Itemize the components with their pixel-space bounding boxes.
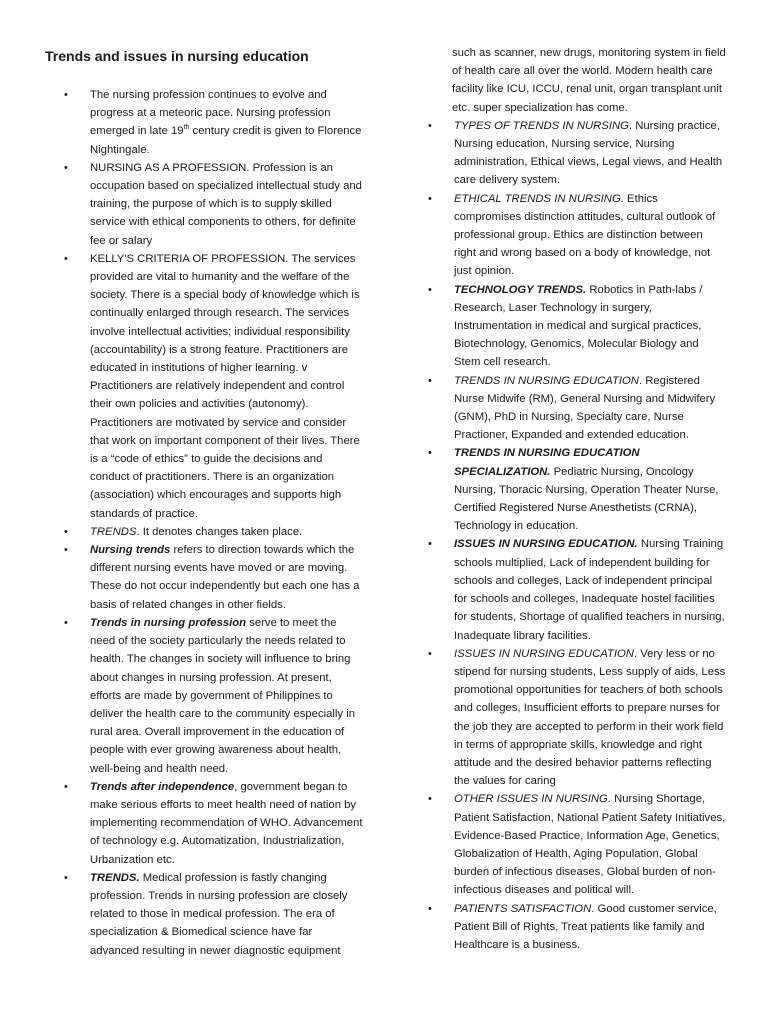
item-lead: ISSUES IN NURSING EDUCATION. — [454, 538, 638, 551]
list-item — [64, 778, 364, 869]
bullet-icon: • — [64, 871, 68, 884]
bullet-icon: • — [428, 902, 432, 915]
item-lead: TRENDS IN NURSING EDUCATION SPECIALIZATION. — [454, 447, 640, 478]
item-text: The nursing profession continues to evolve and progress at a meteoric pace. Nursing profession emerged in late 19 — [90, 89, 331, 138]
bullet-icon: • — [64, 544, 68, 557]
item-text: . Registered Nurse Midwife (RM), General Nursing and Midwifery (GNM), PhD in Nursing, Specialty care, Nurse Practioner, Expanded and extended education. — [454, 374, 716, 442]
bullet-icon: • — [64, 252, 68, 265]
bullet-icon: • — [428, 538, 432, 551]
bullet-icon: • — [428, 647, 432, 660]
bullet-icon: • — [428, 793, 432, 806]
item-text: . Ethics compromises distinction attitudes, cultural outlook of professional group. Ethics are distinction between right and wrong based on a body of knowledge, not just opinion. — [454, 192, 716, 278]
list-item — [428, 645, 726, 791]
bullet-icon: • — [428, 119, 432, 132]
bullet-icon: • — [428, 283, 432, 296]
right-column — [428, 44, 726, 954]
item-text: Pediatric Nursing, Oncology Nursing, Thoracic Nursing, Operation Theater Nurse, Certified Registered Nurse Anesthetists (CRNA), Technology in education. — [454, 465, 719, 533]
item-text: . Good customer service, Patient Bill of Rights, Treat patients like family and Healthcare is a business. — [454, 902, 717, 951]
item-text: . Nursing Shortage, Patient Satisfaction, National Patient Safety Initiatives, Evidence-Based Practice, Information Age, Genetics, Globalization of Health, Aging Population, Global burden of infectious diseases, Global burden of non-infectious diseases and political will. — [454, 793, 726, 897]
list-item — [428, 535, 726, 644]
item-lead: Trends after independence — [90, 780, 235, 793]
bullet-icon: • — [428, 447, 432, 460]
item-text: , government began to make serious efforts to meet health need of nation by implementing recommendation of WHO. Advancement of technology e.g. Automatization, Industrialization, Urbanization etc. — [90, 780, 363, 866]
list-item — [428, 444, 726, 535]
list-item — [64, 869, 364, 960]
item-text: . Nursing practice, Nursing education, Nursing service, Nursing administration, Ethical views, Legal views, and Health care delivery system. — [454, 119, 723, 187]
item-text: . It denotes changes taken place. — [136, 525, 303, 538]
list-item — [428, 281, 726, 372]
item-lead: TRENDS IN NURSING EDUCATION — [454, 374, 639, 387]
continued-text — [428, 44, 726, 117]
item-lead: TRENDS. — [90, 871, 140, 884]
bullet-icon: • — [64, 161, 68, 174]
bullet-icon: • — [428, 192, 432, 205]
item-lead: ETHICAL TRENDS IN NURSING — [454, 192, 621, 205]
bullet-icon: • — [64, 525, 68, 538]
list-item — [64, 614, 364, 778]
item-lead: TYPES OF TRENDS IN NURSING — [454, 119, 629, 132]
list-item — [64, 250, 364, 523]
item-text: Nursing Training schools multiplied, Lack of independent building for schools and colleges, Lack of independent principal for schools and colleges, Inadequate hostel facilities for students, Shortage of qualified teachers in nursing, Inadequate library facilities. — [454, 538, 725, 642]
list-item — [64, 541, 364, 614]
item-lead: ISSUES IN NURSING EDUCATION — [454, 647, 634, 660]
list-item — [428, 900, 726, 955]
item-lead: PATIENTS SATISFACTION — [454, 902, 592, 915]
bullet-icon: • — [64, 780, 68, 793]
item-lead: Trends in nursing profession — [90, 616, 247, 629]
item-lead: TRENDS — [90, 525, 137, 538]
list-item — [64, 159, 364, 250]
document-title: Trends and issues in nursing education — [45, 48, 309, 64]
list-item — [64, 86, 364, 159]
list-item — [428, 190, 726, 281]
item-text-tail: century credit is given to Florence Nightingale. — [90, 125, 362, 156]
item-lead: TECHNOLOGY TRENDS. — [454, 283, 587, 296]
item-text: Medical profession is fastly changing profession. Trends in nursing profession are closely related to those in medical profession. The era of specialization & Biomedical science have far advanced resulting in newer diagnostic equipment — [90, 871, 348, 957]
item-text: refers to direction towards which the different nursing events have moved or are moving. These do not occur independently but each one has a basis of related changes in other fields. — [90, 544, 360, 611]
list-item — [428, 372, 726, 445]
item-lead: Nursing trends — [90, 544, 171, 557]
list-item — [64, 523, 364, 541]
item-text: NURSING AS A PROFESSION. Profession is an occupation based on specialized intellectual study and training, the purpose of which is to supply skilled service with ethical components to others, for definite fee or salary — [90, 161, 362, 247]
bullet-icon: • — [64, 89, 68, 101]
left-column — [64, 86, 364, 960]
bullet-icon: • — [428, 374, 432, 387]
item-text: serve to meet the need of the society particularly the needs related to health. The changes in society will influence to bring about changes in nursing profession. At present, efforts are made by government of Philippines to deliver the health care to the community especially in rural area. Overall improvement in the education of people with ever growing awareness about health, well-being and health need. — [90, 616, 355, 775]
superscript: th — [183, 124, 190, 132]
bullet-icon: • — [64, 616, 68, 629]
item-text: Robotics in Path-labs / Research, Laser Technology in surgery, Instrumentation in medical and surgical practices, Biotechnology, Genomics, Molecular Biology and Stem cell research. — [454, 283, 703, 369]
item-text: . Very less or no stipend for nursing students, Less supply of aids, Less promotional opportunities for teachers of both schools and colleges, Insufficient efforts to prepare nurses for the job they are accepted to perform in their work field in terms of appropriate skills, knowledge and right attitude and the desired behavior patterns reflecting the values for caring — [454, 647, 726, 788]
list-item — [428, 790, 726, 899]
item-text: such as scanner, new drugs, monitoring system in field of health care all over the world. Modern health care facility like ICU, ICCU, renal unit, organ transplant unit etc. super specialization has come. — [452, 47, 726, 114]
item-text: KELLY'S CRITERIA OF PROFESSION. The services provided are vital to humanity and the welfare of the society. There is a special body of knowledge which is continually enlarged through research. The services involve intellectual activities; individual responsibility (accountability) is a strong feature. Practitioners are educated in institutions of higher learning. v Practitioners are relatively independent and control their own policies and activities (autonomy). Practitioners are motivated by service and consider that work on important component of their lives. There is a “code of ethics” to guide the decisions and conduct of practitioners. There is an organization (association) which encourages and supports high standards of practice. — [90, 252, 360, 520]
list-item — [428, 117, 726, 190]
item-lead: OTHER ISSUES IN NURSING — [454, 793, 608, 806]
